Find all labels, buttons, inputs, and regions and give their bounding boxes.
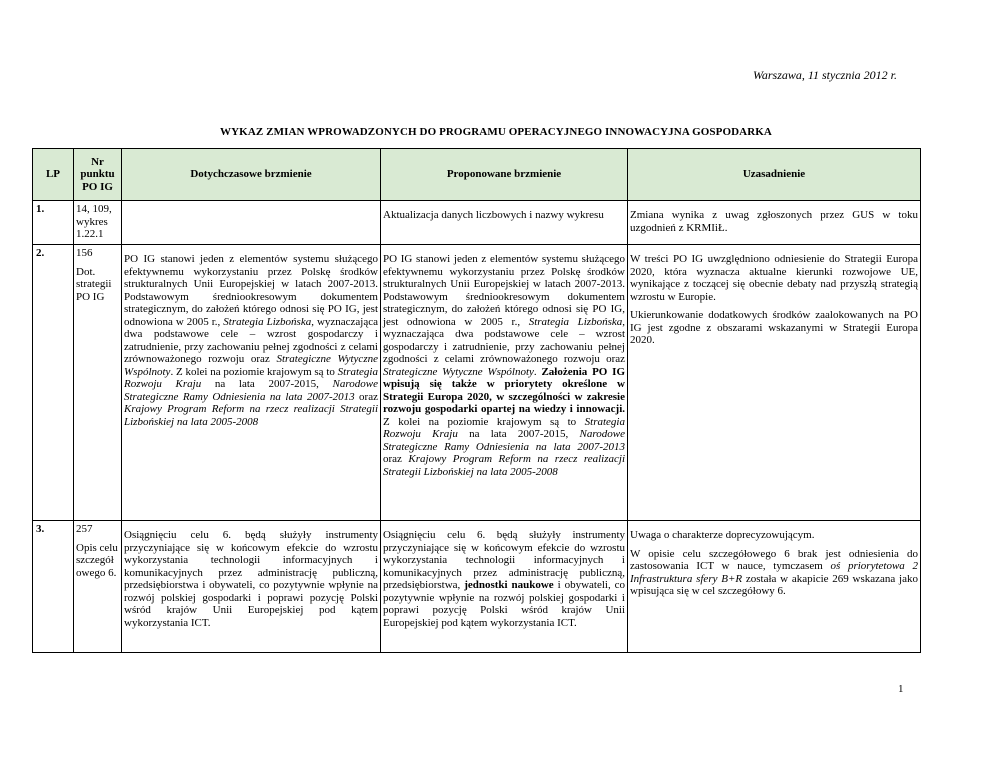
row-current xyxy=(122,201,381,245)
changes-table xyxy=(32,148,921,653)
text-run-italic: Strategiczne Wytyczne Wspólnoty xyxy=(383,365,534,378)
table-row xyxy=(33,245,921,521)
text-run: została w akapicie 269 wskazana jako wpisująca się w cel szczegółowy 6. xyxy=(630,572,918,597)
text-run-bold: Założenia PO IG wpisują się także w priorytety określone w Strategii Europa 2020, w szczególności w zakresie rozwoju gospodarki opartej na wiedzy i innowacji. xyxy=(383,365,625,415)
reason-paragraph xyxy=(630,548,918,598)
row-nr-value: 257 xyxy=(76,523,93,535)
row-nr-reference: Dot. strategii PO IG xyxy=(76,265,112,303)
column-header-current: Dotychczasowe brzmienie xyxy=(122,149,381,201)
text-run-italic: Strategia Rozwoju Kraju xyxy=(124,365,378,390)
row-lp: 1. xyxy=(33,201,74,245)
column-header-proposed: Proponowane brzmienie xyxy=(381,149,628,201)
text-run: PO IG stanowi jeden z elementów systemu służącego efektywnemu wykorzystaniu przez Polskę środków strukturalnych Unii Europejskiej w latach 2007-2013. Podstawowym średniookresowym dokumentem strategicznym, do założeń którego odnosi się PO IG, jest odnowiona w 2005 r., xyxy=(383,253,625,328)
row-reason xyxy=(628,245,921,521)
text-run-italic: Strategiczne Wytyczne Wspólnoty xyxy=(124,353,378,378)
text-run-italic: Krajowy Program Reform na rzecz realizacji Strategii Lizbońskiej na lata 2005-2008 xyxy=(383,453,625,478)
text-run: , wyznaczająca dwa podstawowe cele – wzrost gospodarczy i zatrudnienie, przy zachowaniu pełnej zgodności z celami zrównoważonego rozwoju oraz xyxy=(383,315,625,365)
document-title: WYKAZ ZMIAN WPROWADZONYCH DO PROGRAMU OPERACYJNEGO INNOWACYJNA GOSPODARKA xyxy=(220,126,772,138)
text-run-italic: oś priorytetowa 2 Infrastruktura sfery B+R xyxy=(630,560,918,585)
column-header-lp: LP xyxy=(33,149,74,201)
table-row xyxy=(33,521,921,653)
text-run: na lata 2007-2015, xyxy=(201,378,333,390)
text-run: Z kolei na poziomie krajowym są to xyxy=(383,415,585,428)
text-run: W opisie celu szczegółowego 6 brak jest odniesienia do zastosowania ICT w nauce, tymczasem xyxy=(630,547,918,572)
text-run: . Z kolei na poziomie krajowym są to xyxy=(170,365,338,378)
row-nr: 14, 109, wykres 1.22.1 xyxy=(74,201,122,245)
reason-paragraph: W treści PO IG uwzględniono odniesienie do Strategii Europa 2020, która wyznacza aktualne kierunki rozwojowe UE, wynikające z toczącej się obecnie debaty nad przyszłą strategią wzrostu w Europie. xyxy=(630,253,918,303)
table-header-row xyxy=(33,149,921,201)
column-header-nr: Nr punktu PO IG xyxy=(74,149,122,201)
text-run: oraz xyxy=(383,453,409,465)
row-current: Osiągnięciu celu 6. będą służyły instrumenty przyczyniające się w końcowym efekcie do wzrostu wykorzystania technologii informacyjnych i komunikacyjnych przez administrację publiczną, przedsiębiorstwa i obywateli, co pozytywnie wpłynie na rozwój polskiej gospodarki i poprawi pozycję Polski wśród krajów Unii Europejskiej pod kątem wykorzystania ICT. xyxy=(122,521,381,653)
text-run: PO IG stanowi jeden z elementów systemu służącego efektywnemu wykorzystaniu przez Polskę środków strukturalnych Unii Europejskiej w latach 2007-2013. Podstawowym średniookresowym dokumentem strategicznym, do założeń którego odnosi się PO IG, jest odnowiona w 2005 r., xyxy=(124,253,378,328)
text-run-italic: Strategia Lizbońska xyxy=(528,315,623,328)
column-header-reason: Uzasadnienie xyxy=(628,149,921,201)
row-nr xyxy=(74,521,122,653)
page-number: 1 xyxy=(898,683,904,695)
row-lp: 3. xyxy=(33,521,74,653)
row-reason: Zmiana wynika z uwag zgłoszonych przez GUS w toku uzgodnień z KRMIiŁ. xyxy=(628,201,921,245)
text-run: oraz xyxy=(354,390,378,403)
row-nr xyxy=(74,245,122,521)
text-run: . xyxy=(533,365,542,378)
row-proposed xyxy=(381,245,628,521)
row-nr-reference: Opis celu szczegół owego 6. xyxy=(76,541,118,579)
row-nr-value: 156 xyxy=(76,247,93,259)
text-run: na lata 2007-2015, xyxy=(457,428,580,440)
row-lp: 2. xyxy=(33,245,74,521)
text-run-italic: Krajowy Program Reform na rzecz realizacji Strategii Lizbońskiej na lata 2005-2008 xyxy=(124,403,378,428)
row-proposed xyxy=(381,521,628,653)
row-proposed: Aktualizacja danych liczbowych i nazwy wykresu xyxy=(381,201,628,245)
document-date: Warszawa, 11 stycznia 2012 r. xyxy=(752,68,897,82)
text-run-italic: Strategia Lizbońska xyxy=(223,315,312,328)
row-reason xyxy=(628,521,921,653)
reason-paragraph: Uwaga o charakterze doprecyzowującym. xyxy=(630,529,815,541)
reason-paragraph: Ukierunkowanie dodatkowych środków zaalokowanych na PO IG jest zgodne z obszarami wskazanymi w Strategii Europa 2020. xyxy=(630,309,918,346)
text-run-italic: Strategia Rozwoju Kraju xyxy=(383,415,625,440)
row-current xyxy=(122,245,381,521)
text-run: , wyznaczająca dwa podstawowe cele – wzrost gospodarczy i zatrudnienie, przy zachowaniu pełnej zgodności z celami zrównoważonego rozwoju oraz xyxy=(124,315,379,365)
text-run: Osiągnięciu celu 6. będą służyły instrumenty przyczyniające się w końcowym efekcie do wzrostu wykorzystania technologii informacyjnych i komunikacyjnych przez administrację publiczną, przedsiębiorstwa, xyxy=(383,529,625,591)
text-run-italic: Narodowe Strategiczne Ramy Odniesienia na lata 2007-2013 xyxy=(124,378,378,403)
table-row xyxy=(33,201,921,245)
text-run: i obywateli, co pozytywnie wpłynie na rozwój polskiej gospodarki i poprawi pozycję Polski wśród krajów Unii Europejskiej pod kątem wykorzystania ICT. xyxy=(383,579,626,629)
text-run-italic: Narodowe Strategiczne Ramy Odniesienia na lata 2007-2013 xyxy=(383,428,625,453)
text-run-bold: jednostki naukowe xyxy=(464,579,554,591)
